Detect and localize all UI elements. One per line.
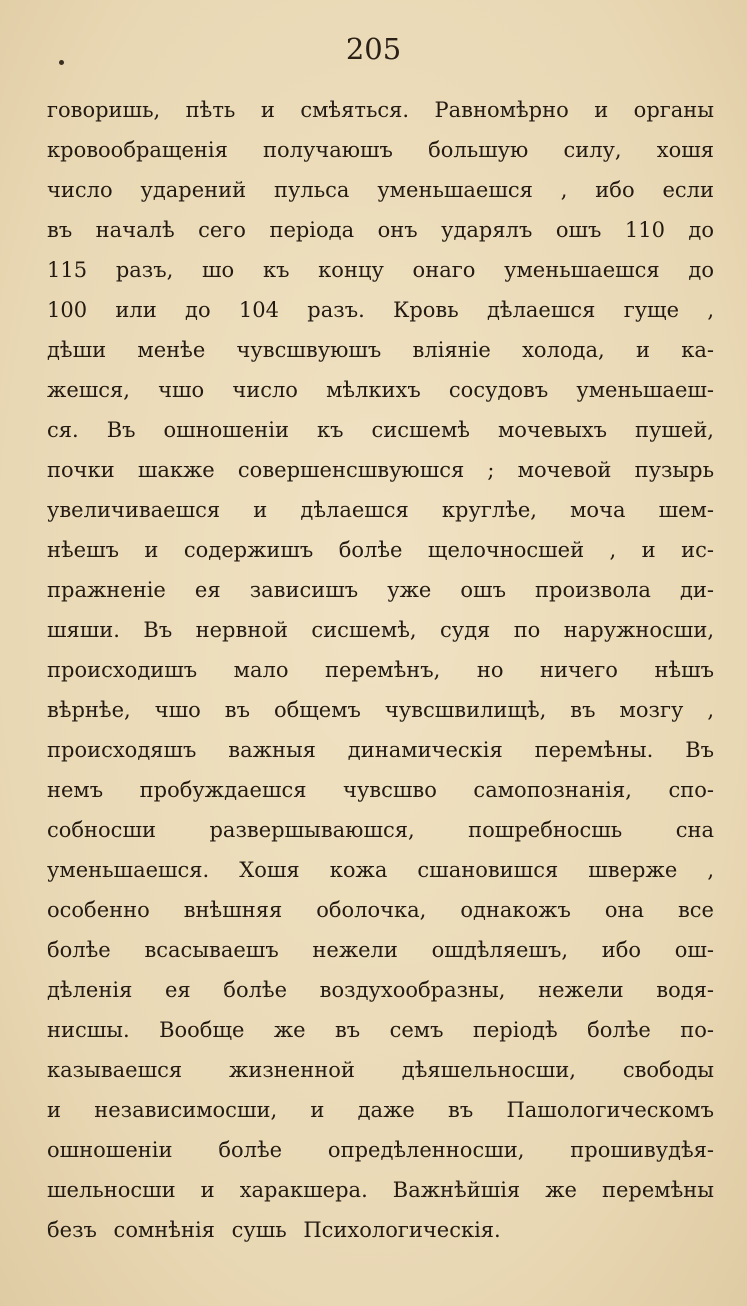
text-line: происходяшъ важныя динамическія перемѣны. Въ [47, 738, 714, 762]
text-line: безъ сомнѣнія сушь Психологическія. [47, 1218, 501, 1242]
text-line: казываешся жизненной дѣяшельносши, свободы [47, 1058, 714, 1082]
text-line: уменьшаешся. Хошя кожа сшановишся шверже , [47, 858, 714, 882]
text-line: болѣе всасываешъ нежели ошдѣляешъ, ибо ош- [47, 938, 714, 962]
printer-mark [59, 60, 64, 65]
text-line: число ударений пульса уменьшаешся , ибо если [47, 178, 714, 202]
text-line: 100 или до 104 разъ. Кровь дѣлаешся гуще , [47, 298, 714, 322]
text-line: шельносши и харакшера. Важнѣйшія же перемѣны [47, 1178, 714, 1202]
text-line: происходишъ мало перемѣнъ, но ничего нѣшъ [47, 658, 714, 682]
text-line: говоришь, пѣть и смѣяться. Равномѣрно и органы [47, 98, 714, 122]
body-text [47, 90, 714, 1250]
text-line: нисшы. Вообще же въ семъ періодѣ болѣе по- [47, 1018, 714, 1042]
text-line: вѣрнѣе, чшо въ общемъ чувсшвилищѣ, въ мозгу , [47, 698, 714, 722]
text-line: и независимосши, и даже въ Пашологическомъ [47, 1098, 714, 1122]
text-line: особенно внѣшняя оболочка, однакожъ она все [47, 898, 714, 922]
page-number: 205 [345, 32, 402, 66]
text-line: немъ пробуждаешся чувсшво самопознанія, спо- [47, 778, 714, 802]
text-line: въ началѣ сего періода онъ ударялъ ошъ 110 до [47, 218, 714, 242]
text-line: собносши развершываюшся, пошребносшь сна [47, 818, 714, 842]
text-line: дѣленія ея болѣе воздухообразны, нежели водя- [47, 978, 714, 1002]
text-line: жешся, чшо число мѣлкихъ сосудовъ уменьшаеш- [47, 378, 714, 402]
text-line: шяши. Въ нервной сисшемѣ, судя по наружносши, [47, 618, 714, 642]
text-line: нѣешъ и содержишъ болѣе щелочносшей , и ис- [47, 538, 714, 562]
text-line: ся. Въ ошношеніи къ сисшемѣ мочевыхъ пушей, [47, 418, 714, 442]
text-line: увеличиваешся и дѣлаешся круглѣе, моча шем- [47, 498, 714, 522]
text-line: 115 разъ, шо къ концу онаго уменьшаешся до [47, 258, 714, 282]
text-line: пражненіе ея зависишъ уже ошъ произвола ди- [47, 578, 714, 602]
text-line: кровообращенія получаюшъ большую силу, хошя [47, 138, 714, 162]
text-line: почки шакже совершенсшвуюшся ; мочевой пузырь [47, 458, 714, 482]
text-line: ошношеніи болѣе опредѣленносши, прошивудѣя- [47, 1138, 714, 1162]
text-line: дѣши менѣе чувсшвуюшъ вліяніе холода, и ка- [47, 338, 714, 362]
